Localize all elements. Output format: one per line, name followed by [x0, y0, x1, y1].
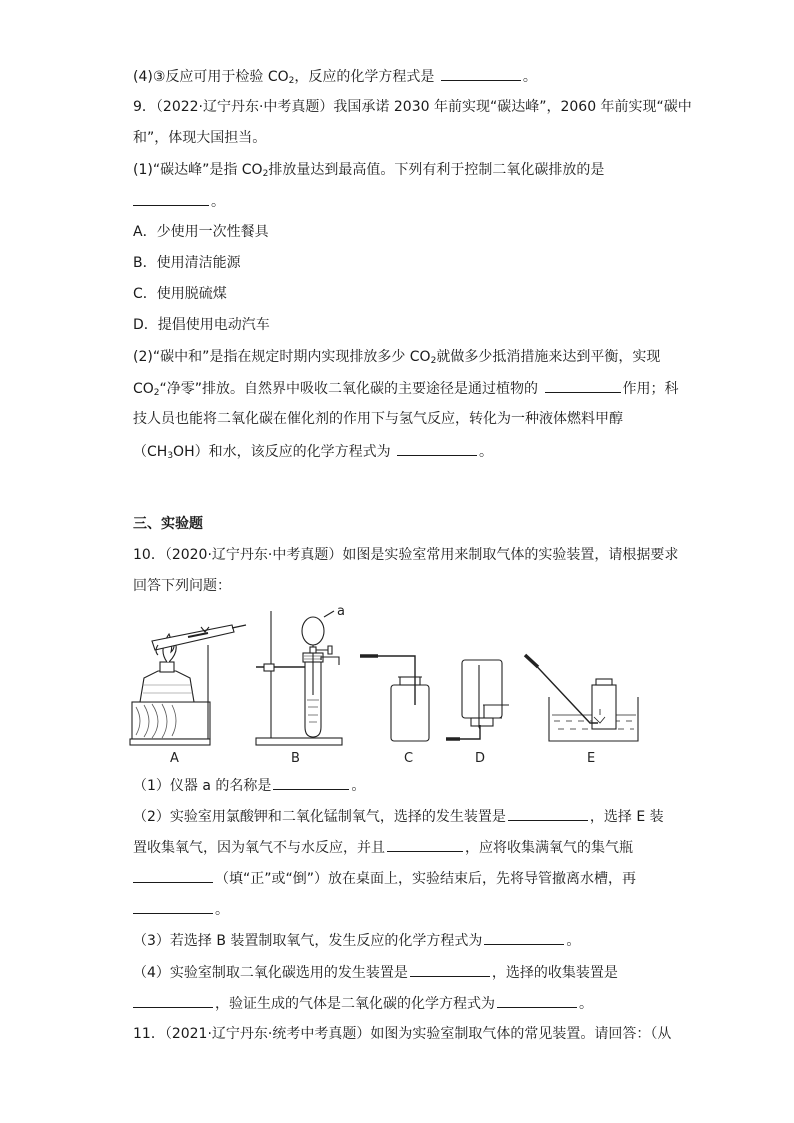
answer-blank[interactable]	[133, 899, 213, 914]
q9-title-line1: 9．（2022·辽宁丹东·中考真题）我国承诺 2030 年前实现“碳达峰”，2060 年前实现“碳中	[133, 99, 692, 115]
section-heading: 三、实验题	[133, 516, 203, 532]
apparatus-d	[446, 660, 509, 739]
answer-blank[interactable]	[545, 378, 621, 393]
q10-sub2-line3: （填“正”或“倒”）放在桌面上，实验结束后，先将导管撤离水槽，再	[133, 868, 636, 889]
apparatus-label-e: E	[587, 751, 596, 766]
q9-part2-line4: $(CH_3OH)$和水，该反应的化学方程式为 。	[133, 441, 493, 466]
apparatus-label-c: C	[404, 751, 414, 766]
q10-sub1: （1）仪器 a 的名称是 。	[133, 775, 365, 796]
q10-title-line1: 10．（2020·辽宁丹东·中考真题）如图是实验室常用来制取气体的实验装置，请根据要求	[133, 547, 679, 563]
apparatus-a	[130, 625, 246, 745]
q10-sub2-line4: 。	[133, 899, 229, 920]
q9-option-c: C．使用脱硫煤	[133, 286, 227, 302]
q10-sub4-line1: （4）实验室制取二氧化碳选用的发生装置是 ，选择的收集装置是	[133, 962, 618, 983]
q10-sub3: （3）若选择 B 装置制取氧气，发生反应的化学方程式为 。	[133, 930, 580, 951]
apparatus-b	[256, 611, 342, 745]
answer-blank[interactable]	[133, 868, 213, 883]
q9-part2-line3: 技人员也能将二氧化碳在催化剂的作用下与氢气反应，转化为一种液体燃料甲醇	[133, 411, 623, 427]
answer-blank[interactable]	[387, 837, 463, 852]
q9-option-a: A．少使用一次性餐具	[133, 224, 269, 240]
answer-blank[interactable]	[441, 66, 521, 81]
q8-part4: (4)③反应可用于检验 $CO_2$，反应的化学方程式是 。	[133, 66, 537, 91]
q9-part2-line2: $CO_2“$净零”排放。自然界中吸收二氧化碳的主要途径是通过植物的 作用；科	[133, 378, 679, 403]
answer-blank[interactable]	[497, 993, 577, 1008]
answer-blank[interactable]	[133, 993, 213, 1008]
q9-option-b: B．使用清洁能源	[133, 255, 241, 271]
q10-sub2-line2: 置收集氧气，因为氧气不与水反应，并且 ，应将收集满氧气的集气瓶	[133, 837, 633, 858]
apparatus-label-b: B	[291, 751, 300, 766]
apparatus-c	[360, 656, 429, 741]
q9-part2-line1: (2)“碳中和”是指在规定时期内实现排放多少 $CO_2$就做多少抵消措施来达到平衡，实现	[133, 349, 661, 366]
q9-option-d: D．提倡使用电动汽车	[133, 317, 270, 333]
q11-title-line1: 11．（2021·辽宁丹东·统考中考真题）如图为实验室制取气体的常见装置。请回答：（从	[133, 1026, 672, 1042]
apparatus-figure	[128, 605, 648, 770]
q9-part1: (1)“碳达峰”是指 $CO_2$排放量达到最高值。下列有利于控制二氧化碳排放的是	[133, 162, 605, 179]
answer-blank[interactable]	[133, 191, 209, 206]
apparatus-e	[525, 655, 638, 741]
apparatus-label-d: D	[475, 751, 486, 766]
instrument-label-a: a	[337, 605, 345, 619]
apparatus-label-a: A	[170, 751, 179, 766]
q10-sub2-line1: （2）实验室用氯酸钾和二氧化锰制氧气，选择的发生装置是 ，选择 E 装	[133, 806, 664, 827]
answer-blank[interactable]	[410, 962, 490, 977]
q10-title-line2: 回答下列问题：	[133, 578, 231, 594]
answer-blank[interactable]	[273, 775, 349, 790]
answer-blank[interactable]	[397, 441, 477, 456]
q9-part1-answer: 。	[133, 191, 225, 212]
q9-title-line2: 和”，体现大国担当。	[133, 130, 267, 146]
q10-sub4-line2: ，验证生成的气体是二氧化碳的化学方程式为 。	[133, 993, 593, 1014]
answer-blank[interactable]	[508, 806, 588, 821]
answer-blank[interactable]	[484, 930, 564, 945]
